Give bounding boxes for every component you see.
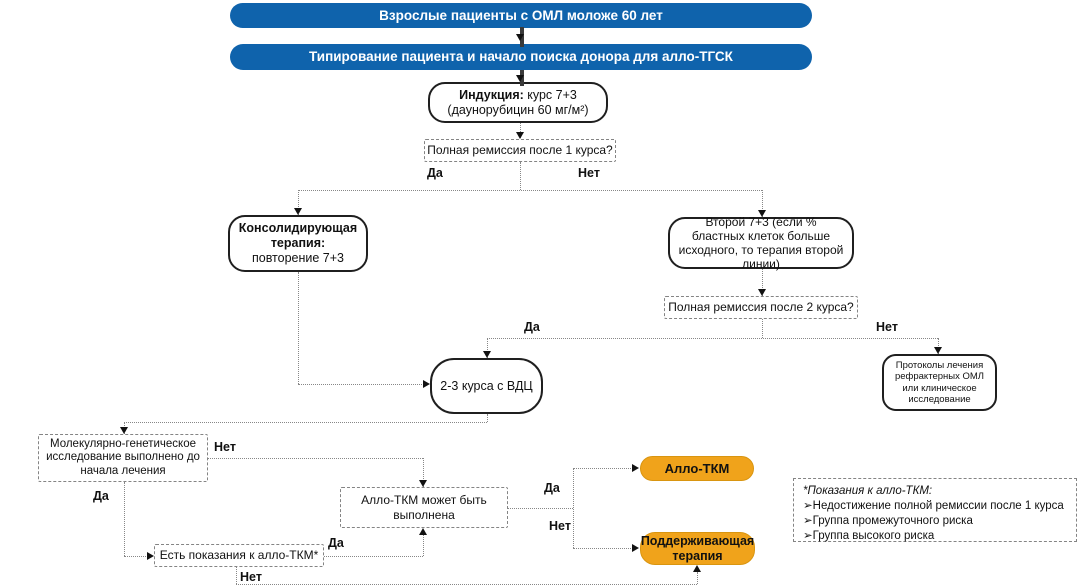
connector (423, 535, 424, 556)
edge-label-no: Нет (214, 440, 236, 454)
connector (124, 422, 487, 423)
connector (573, 468, 574, 548)
connector (236, 567, 237, 584)
edge-label-yes: Да (524, 320, 540, 334)
node-consolidation-text: повторение 7+3 (251, 250, 345, 265)
legend-item (803, 514, 1067, 529)
legend-item (803, 529, 1067, 544)
arrowhead-right-icon (147, 552, 154, 560)
node-indications-allo-tkm: Есть показания к алло-ТКМ* (154, 544, 324, 567)
edge-label-yes: Да (93, 489, 109, 503)
connector (324, 556, 423, 557)
node-allo-tkm-possible: Алло-ТКМ может быть выполнена (340, 487, 508, 528)
legend-title: *Показания к алло-ТКМ: (803, 485, 933, 497)
arrowhead-down-icon (483, 351, 491, 358)
arrowhead-down-icon (516, 34, 524, 41)
legend-bullet-icon: ➢ (803, 514, 813, 527)
arrowhead-up-icon (419, 528, 427, 535)
edge-label-yes: Да (328, 536, 344, 550)
connector (762, 319, 763, 338)
edge-label-yes: Да (544, 481, 560, 495)
arrowhead-down-icon (516, 75, 524, 82)
arrowhead-up-icon (693, 565, 701, 572)
connector (573, 468, 633, 469)
connector (298, 384, 424, 385)
arrowhead-down-icon (758, 210, 766, 217)
arrowhead-down-icon (294, 208, 302, 215)
legend-bullet-icon: ➢ (803, 529, 813, 542)
edge-label-no: Нет (549, 519, 571, 533)
connector (124, 556, 148, 557)
legend-item-text: Группа высокого риска (812, 529, 935, 542)
arrowhead-down-icon (516, 132, 524, 139)
connector (124, 482, 125, 556)
arrowhead-right-icon (423, 380, 430, 388)
connector (487, 338, 938, 339)
legend-item (803, 499, 1067, 514)
node-induction-title: Индукция: (459, 87, 524, 102)
arrowhead-down-icon (419, 480, 427, 487)
node-second-course: Второй 7+3 (если % бластных клеток больше исходного, то терапия второй линии) (668, 217, 854, 269)
node-remission-after-course1: Полная ремиссия после 1 курса? (424, 139, 616, 162)
connector (697, 572, 698, 584)
arrowhead-down-icon (120, 427, 128, 434)
arrowhead-down-icon (758, 289, 766, 296)
edge-label-yes: Да (427, 166, 443, 180)
connector (508, 508, 573, 509)
connector (487, 414, 488, 422)
arrowhead-right-icon (632, 464, 639, 472)
node-remission-after-course2: Полная ремиссия после 2 курса? (664, 296, 858, 319)
connector (298, 272, 299, 384)
node-allo-tkm: Алло-ТКМ (640, 456, 754, 481)
node-induction-line1 (459, 88, 577, 103)
node-consolidation (228, 215, 368, 272)
node-maintenance-therapy: Поддерживающая терапия (640, 532, 755, 565)
connector (236, 584, 697, 585)
node-induction-line2: (даунорубицин 60 мг/м²) (447, 102, 589, 117)
arrowhead-down-icon (934, 347, 942, 354)
node-induction (428, 82, 608, 123)
node-consolidation-title: Консолидирующая терапия: (238, 221, 358, 251)
edge-label-no: Нет (578, 166, 600, 180)
legend-bullet-icon: ➢ (803, 499, 813, 512)
arrowhead-right-icon (632, 544, 639, 552)
edge-label-no: Нет (876, 320, 898, 334)
node-hdc-courses: 2-3 курса с ВДЦ (430, 358, 543, 414)
node-refractory-protocols: Протоколы лечения рефрактерных ОМЛ или клиническое исследование (882, 354, 997, 411)
legend-allo-tkm-indications (793, 478, 1077, 542)
node-induction-text: курс 7+3 (523, 87, 577, 102)
node-molecular-study: Молекулярно-генетическое исследование выполнено до начала лечения (38, 434, 208, 482)
legend-item-text: Группа промежуточного риска (812, 514, 973, 527)
banner-adult-patients: Взрослые пациенты с ОМЛ моложе 60 лет (230, 3, 812, 28)
connector (520, 162, 521, 190)
connector (573, 548, 633, 549)
banner-typing-donor-search: Типирование пациента и начало поиска донора для алло-ТГСК (230, 44, 812, 70)
connector (208, 458, 423, 459)
edge-label-no: Нет (240, 570, 262, 584)
connector (298, 190, 762, 191)
legend-item-text: Недостижение полной ремиссии после 1 курса (812, 499, 1064, 512)
